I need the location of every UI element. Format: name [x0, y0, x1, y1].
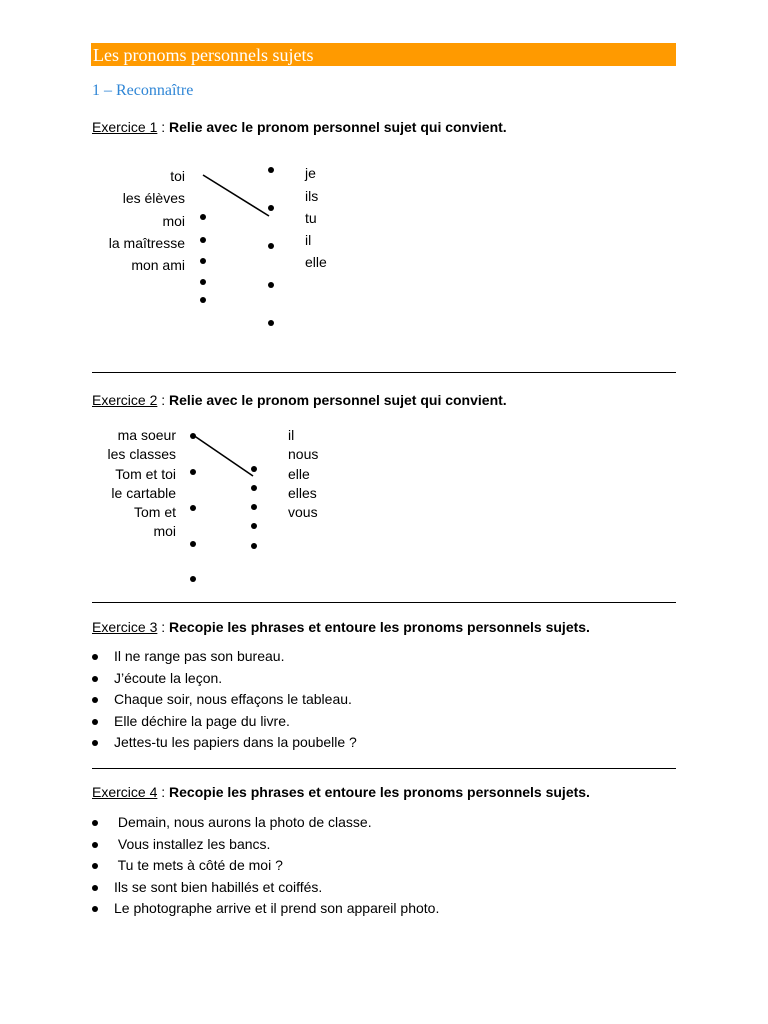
ex2-left-word: les classes — [107, 446, 176, 462]
separator-rule — [92, 768, 676, 769]
ex2-left-dot[interactable] — [190, 541, 196, 547]
list-item — [92, 855, 439, 877]
separator-rule — [92, 372, 676, 373]
sentence-text: J’écoute la leçon. — [114, 669, 223, 686]
ex1-left-word: les élèves — [122, 190, 185, 206]
ex1-left-dot[interactable] — [200, 297, 206, 303]
ex1-left-word: toi — [170, 168, 185, 184]
ex2-left-dot[interactable] — [190, 433, 196, 439]
ex2-example-line — [193, 435, 253, 476]
ex1-right-word: tu — [305, 210, 317, 226]
ex2-left-word: Tom et toi — [115, 466, 176, 482]
exercise-4-separator: : — [157, 784, 170, 800]
exercise-1-heading — [92, 118, 507, 136]
sentence-text: Demain, nous aurons la photo de classe. — [114, 814, 372, 830]
ex2-right-word: nous — [288, 446, 319, 462]
ex1-right-dot[interactable] — [268, 243, 274, 249]
ex2-right-dot[interactable] — [251, 543, 257, 549]
ex1-left-dot[interactable] — [200, 214, 206, 220]
exercise-2-instruction: Relie avec le pronom personnel sujet qui convient. — [169, 392, 507, 408]
ex1-left-dot[interactable] — [200, 237, 206, 243]
exercise-1-label: Exercice 1 — [92, 119, 158, 135]
ex2-right-word: il — [288, 427, 295, 443]
bullet-icon — [92, 697, 98, 703]
exercise-4-sentences — [92, 812, 439, 920]
list-item — [92, 732, 357, 754]
ex1-left-word: moi — [162, 213, 185, 229]
list-item — [92, 834, 439, 856]
list-item — [92, 877, 439, 899]
sentence-text: Il ne range pas son bureau. — [114, 648, 285, 664]
sentence-text: Chaque soir, nous effaçons le tableau. — [114, 691, 352, 707]
bullet-icon — [92, 820, 98, 826]
ex1-right-dot[interactable] — [268, 320, 274, 326]
list-item — [92, 689, 357, 711]
section-heading: 1 – Reconnaître — [92, 82, 194, 99]
exercise-3-instruction: Recopie les phrases et entoure les pronoms personnels sujets. — [169, 619, 590, 635]
exercise-1-separator: : — [157, 119, 170, 135]
exercise-3-sentences — [92, 646, 357, 754]
bullet-icon — [92, 654, 98, 660]
exercise-2-heading — [92, 391, 507, 409]
bullet-icon — [92, 740, 98, 746]
ex2-left-word: ma soeur — [117, 427, 176, 443]
ex2-right-dot[interactable] — [251, 504, 257, 510]
separator-rule — [92, 602, 676, 603]
ex1-right-word: ils — [305, 188, 319, 204]
bullet-icon — [92, 906, 98, 912]
ex2-left-word: le cartable — [111, 485, 176, 501]
page-title: Les pronoms personnels sujets — [93, 45, 314, 65]
ex1-example-line — [203, 175, 269, 216]
sentence-text: Tu te mets à côté de moi ? — [114, 857, 283, 873]
ex2-left-dot[interactable] — [190, 469, 196, 475]
ex1-right-word: je — [305, 165, 316, 181]
ex1-right-word: il — [305, 232, 312, 248]
exercise-2-separator: : — [157, 392, 170, 408]
ex1-right-dot[interactable] — [268, 205, 274, 211]
list-item — [92, 898, 439, 920]
ex1-left-word: mon ami — [131, 257, 185, 273]
exercise-3-separator: : — [157, 619, 170, 635]
sentence-text: Le photographe arrive et il prend son appareil photo. — [114, 900, 440, 916]
ex1-right-word: elle — [305, 254, 327, 270]
list-item — [92, 646, 357, 668]
bullet-icon — [92, 863, 98, 869]
sentence-text: Vous installez les bancs. — [114, 835, 271, 852]
exercise-3-label: Exercice 3 — [92, 619, 158, 635]
ex2-right-word: elle — [288, 466, 310, 482]
sentence-text: Jettes-tu les papiers dans la poubelle ? — [114, 734, 357, 750]
ex2-right-dot[interactable] — [251, 485, 257, 491]
bullet-icon — [92, 842, 98, 848]
list-item — [92, 711, 357, 733]
bullet-icon — [92, 885, 98, 891]
ex2-left-dot[interactable] — [190, 505, 196, 511]
list-item — [92, 668, 357, 690]
bullet-icon — [92, 719, 98, 725]
ex1-right-dot[interactable] — [268, 167, 274, 173]
ex2-left-dot[interactable] — [190, 576, 196, 582]
ex2-right-dot[interactable] — [251, 466, 257, 472]
list-item — [92, 812, 439, 834]
exercise-3-heading — [92, 618, 590, 636]
ex2-right-dot[interactable] — [251, 523, 257, 529]
ex1-left-word: la maîtresse — [108, 235, 185, 251]
ex2-left-word: moi — [153, 523, 176, 539]
exercise-4-heading — [92, 783, 590, 801]
ex1-left-dot[interactable] — [200, 258, 206, 264]
sentence-text: Elle déchire la page du livre. — [114, 712, 290, 729]
bullet-icon — [92, 676, 98, 682]
exercise-2-label: Exercice 2 — [92, 392, 158, 408]
exercise-4-label: Exercice 4 — [92, 784, 158, 800]
ex1-left-dot[interactable] — [200, 279, 206, 285]
exercise-1-instruction: Relie avec le pronom personnel sujet qui convient. — [169, 119, 507, 135]
ex2-right-word: vous — [288, 504, 318, 520]
ex2-left-word: Tom et — [133, 504, 176, 520]
ex1-right-dot[interactable] — [268, 282, 274, 288]
sentence-text: Ils se sont bien habillés et coiffés. — [114, 878, 323, 895]
exercise-4-instruction: Recopie les phrases et entoure les pronoms personnels sujets. — [169, 784, 590, 800]
ex2-right-word: elles — [288, 485, 317, 501]
